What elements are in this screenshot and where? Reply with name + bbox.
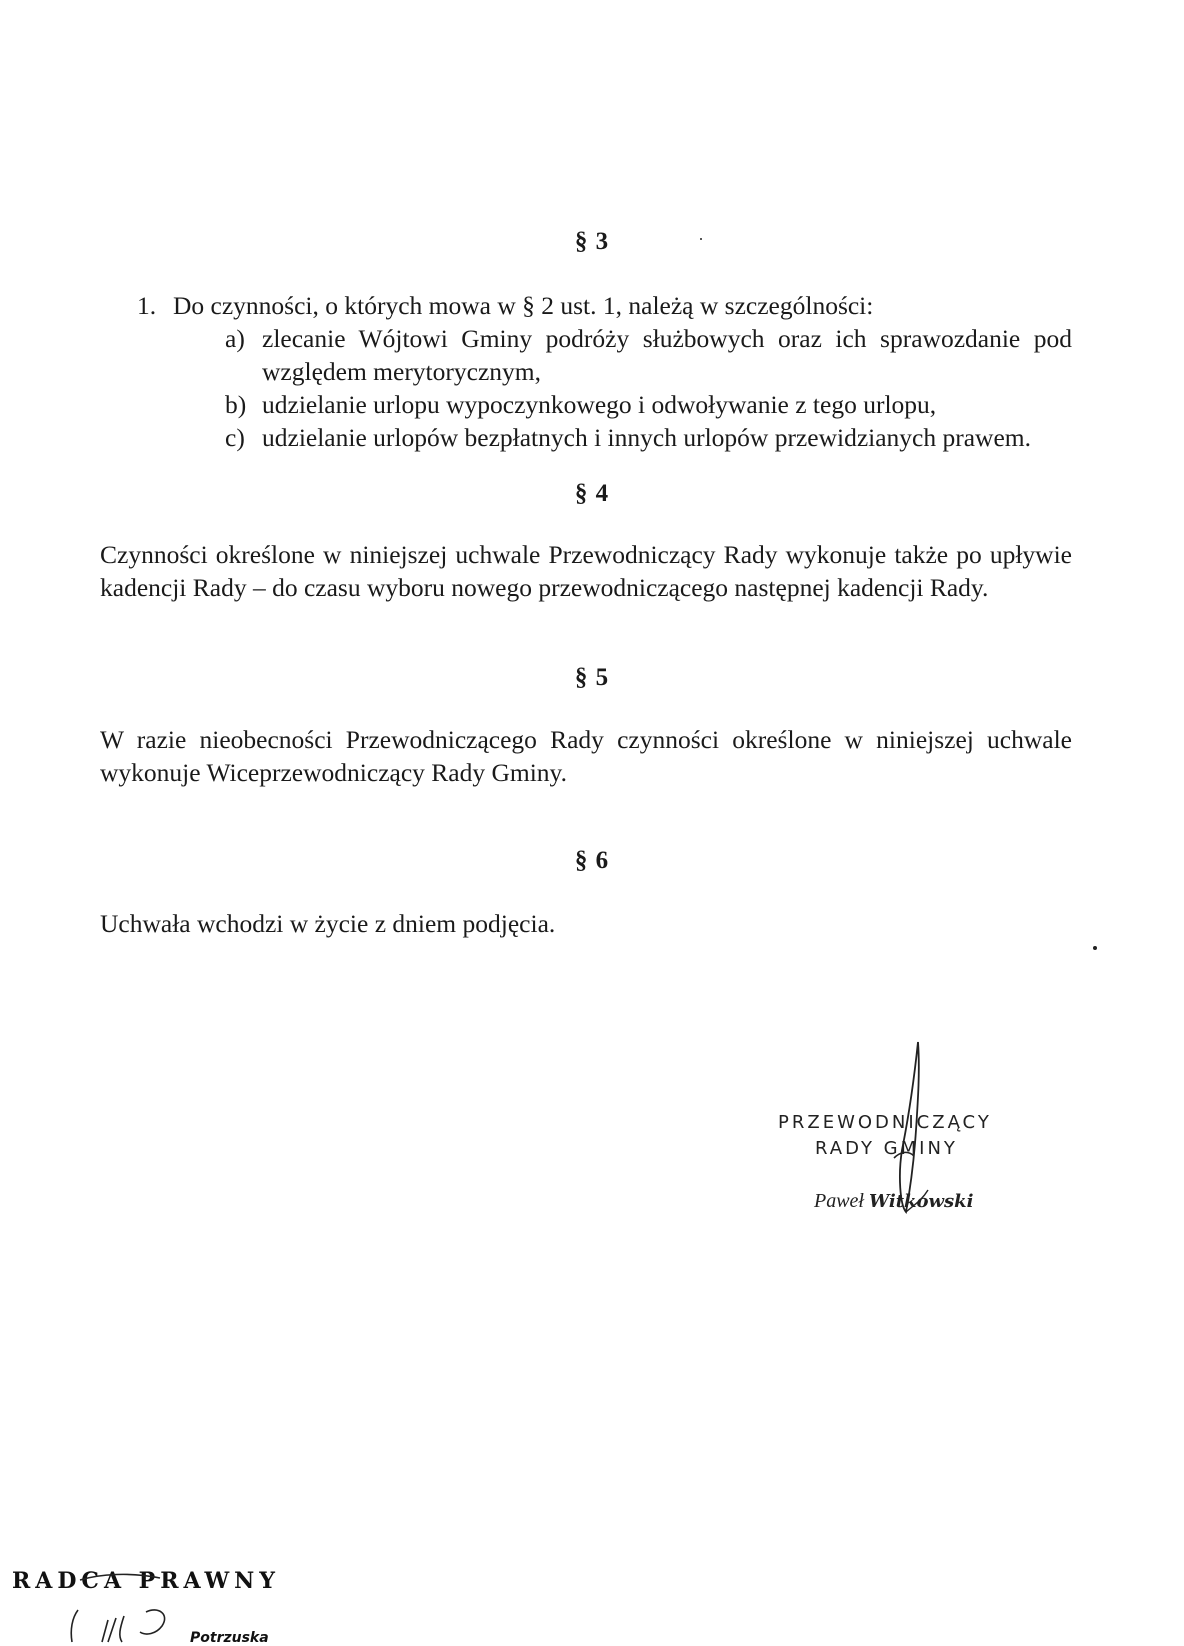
legal-stamp-title: RADCA PRAWNY	[12, 1568, 280, 1594]
item-letter: a)	[225, 324, 245, 353]
section-3-item-b	[225, 388, 1072, 421]
chair-surname: Witkowski	[869, 1191, 974, 1212]
chair-stamp-title-line1: PRZEWODNICZĄCY	[778, 1112, 992, 1133]
section-5-heading: § 5	[574, 664, 610, 691]
section-3-item-a	[225, 322, 1072, 388]
item-text: udzielanie urlopu wypoczynkowego i odwoływanie z tego urlopu,	[262, 390, 937, 419]
item-letter: c)	[225, 423, 245, 452]
legal-signature-icon	[50, 1570, 200, 1644]
section-4-heading: § 4	[574, 480, 610, 507]
chair-signature-icon	[880, 1040, 940, 1220]
section-4-text: Czynności określone w niniejszej uchwale Przewodniczący Rady wykonuje także po upływie kadencji Rady – do czasu wyboru nowego przewodniczącego następnej kadencji Rady.	[100, 540, 1072, 602]
legal-stamp-name: Potrzuska	[190, 1630, 269, 1646]
section-3-item-number: 1.	[137, 291, 157, 320]
section-6-heading: § 6	[574, 847, 610, 874]
section-3-item-c	[225, 421, 1072, 454]
section-3-heading: § 3	[574, 228, 610, 255]
chair-first-name: Paweł	[814, 1190, 864, 1212]
item-text: udzielanie urlopów bezpłatnych i innych urlopów przewidzianych prawem.	[262, 423, 1031, 452]
scan-speck	[700, 238, 702, 240]
chair-stamp-title-line2: RADY GMINY	[815, 1138, 958, 1159]
section-3-intro: Do czynności, o których mowa w § 2 ust. 1, należą w szczególności:	[173, 291, 874, 320]
item-text: zlecanie Wójtowi Gminy podróży służbowych oraz ich sprawozdanie pod względem merytorycznym,	[262, 324, 1072, 386]
section-5-text: W razie nieobecności Przewodniczącego Rady czynności określone w niniejszej uchwale wykonuje Wiceprzewodniczący Rady Gminy.	[100, 725, 1072, 787]
item-letter: b)	[225, 390, 247, 419]
section-6-text: Uchwała wchodzi w życie z dniem podjęcia.	[100, 909, 556, 938]
scan-speck	[1093, 946, 1097, 950]
